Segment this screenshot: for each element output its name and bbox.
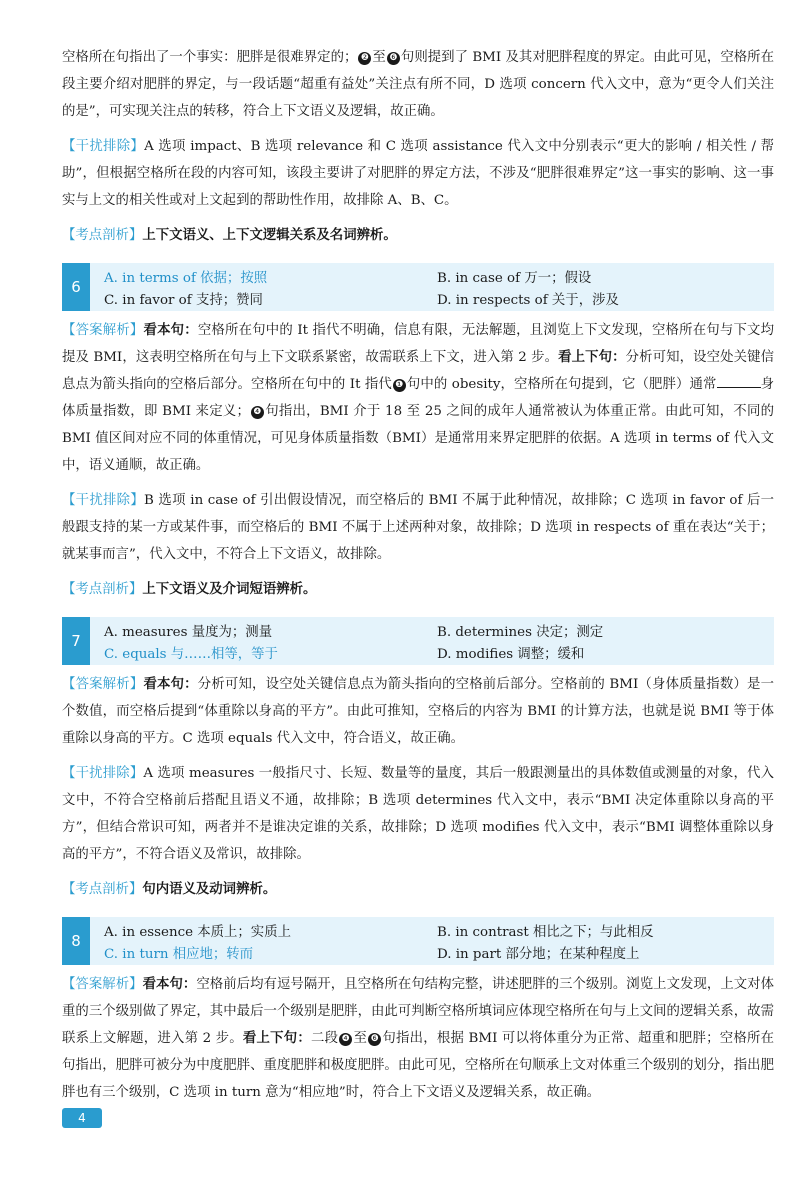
answer-label: 【答案解析】: [62, 323, 144, 338]
text: 身体质量指数，即 BMI 来定义；: [62, 377, 774, 419]
q6-distract-paragraph: [62, 487, 774, 568]
option-c: C. in favor of 支持；赞同: [104, 292, 263, 308]
text: B 选项 in case of 引出假设情况，而空格后的 BMI 不属于此种情况，故排除；C 选项 in favor of 后一般跟支持的某一方或某件事，而空格后的 BMI 不属于上述两种对象，故排除；D 选项 in respects of 重在表达“关于；就某事而言”，代入文中，不符合上下文语义，故排除。: [62, 493, 775, 562]
text: 句则提到了 BMI 及其对肥胖程度的界定。由此可见，空格所在段主要介绍对肥胖的界定，与一段话题“超重有益处”关注点有所不同，D 选项 concern 代入文中，意为“更令人们关注的是”，可实现关注点的转移，符合上下文语义及逻辑，故正确。: [62, 50, 774, 119]
answer-label: 【答案解析】: [62, 977, 143, 992]
text: 空格所在句中的 It 指代不明确，信息有限，无法解题，且浏览上下文发现，空格所在句与下文均提及 BMI，这表明空格所在句与上下文联系紧密，故需联系上下文，进入第 2 步。: [62, 323, 775, 365]
analysis-label: 【考点剖析】: [62, 582, 143, 597]
answer-blank: [717, 375, 761, 388]
text: 看上下句：: [242, 1030, 312, 1046]
option-c: C. equals 与……相等，等于: [104, 646, 278, 662]
option-b: B. in contrast 相比之下；与此相反: [437, 924, 654, 940]
text: 分析可知，设空处关键信息点为箭头指向的空格前后部分。空格前的 BMI（身体质量指数）是一个数值，而空格后提到“体重除以身高的平方”。由此可推知，空格后的内容为 BMI 的计算方法，也就是说 BMI 等于体重除以身高的平方。C 选项 equals 代入文中，符合语义，故正确。: [62, 677, 774, 746]
analysis-label: 【考点剖析】: [62, 882, 143, 897]
text: 看上下句：: [558, 349, 626, 365]
option-d: D. in part 部分地；在某种程度上: [437, 946, 640, 962]
q8-answer-paragraph: [62, 971, 774, 1106]
option-a: A. in terms of 依据；按照: [104, 270, 268, 286]
q6-answer-paragraph: [62, 317, 774, 479]
option-a: A. in essence 本质上；实质上: [104, 924, 291, 940]
distract-label: 【干扰排除】: [62, 139, 145, 154]
distract-label: 【干扰排除】: [62, 766, 144, 781]
text: 至: [372, 50, 386, 65]
analysis-label: 【考点剖析】: [62, 228, 143, 243]
text: A 选项 measures 一般指尺寸、长短、数量等的量度，其后一般跟测量出的具体数值或测量的对象，代入文中，不符合空格前后搭配且语义不通，故排除；B 选项 determines 代入文中，表示“BMI 决定体重除以身高的平方”，但结合常识可知，两者并不是谁决定谁的关系，故排除；D 选项 modifies 代入文中，表示“BMI 调整体重除以身高的平方”，不符合语义及常识，故排除。: [62, 766, 774, 862]
text: A 选项 impact、B 选项 relevance 和 C 选项 assistance 代入文中分别表示“更大的影响 / 相关性 / 帮助”，但根据空格所在段的内容可知，该段主要讲了对肥胖的界定方法，不涉及“肥胖很难界定”这一事实的影响、这一事实与上文的相关性或对上文起到的帮助性作用，故排除 A、B、C。: [62, 139, 774, 208]
page-content: [62, 44, 774, 1114]
page-number-badge: 4: [62, 1108, 102, 1128]
text: 看本句：: [142, 976, 197, 992]
text: 上下文语义及介词短语辨析。: [142, 581, 317, 597]
text: 至: [353, 1031, 368, 1046]
circled-number: ❹: [339, 1033, 352, 1046]
text: 句中的 obesity，空格所在句提到，它（肥胖）通常: [406, 377, 717, 392]
text: 上下文语义、上下文逻辑关系及名词辨析。: [142, 227, 397, 243]
text: 看本句：: [143, 322, 198, 338]
option-b: B. determines 决定；测定: [437, 624, 604, 640]
question-number: 8: [62, 917, 90, 965]
answer-label: 【答案解析】: [62, 677, 144, 692]
circled-number: ❶: [393, 379, 406, 392]
text: 句指出，BMI 介于 18 至 25 之间的成年人通常被认为体重正常。由此可知，不同的 BMI 值区间对应不同的体重情况，可见身体质量指数（BMI）是通常用来界定肥胖的依据。A 选项 in terms of 代入文中，语义通顺，故正确。: [62, 404, 775, 473]
circled-number: ❻: [387, 52, 400, 65]
text: 看本句：: [143, 676, 198, 692]
question-7-box: [62, 617, 774, 665]
option-a: A. measures 量度为；测量: [104, 624, 273, 640]
q5-distract-paragraph: [62, 133, 774, 214]
intro-paragraph: [62, 44, 774, 125]
circled-number: ❹: [251, 406, 264, 419]
text: 分析可知，设空处关键信息点为箭头指向的空格后部分。空格所在句中的 It 指代: [62, 350, 775, 392]
q7-distract-paragraph: [62, 760, 774, 868]
text: 句指出，根据 BMI 可以将体重分为正常、超重和肥胖；空格所在句指出，肥胖可被分为中度肥胖、重度肥胖和极度肥胖。由此可见，空格所在句顺承上文对体重三个级别的划分，指出肥胖也有三个级别，C 选项 in turn 意为“相应地”时，符合上下文语义及逻辑关系，故正确。: [62, 1031, 775, 1100]
option-c: C. in turn 相应地；转而: [104, 946, 254, 962]
question-number: 6: [62, 263, 90, 311]
options-grid: [90, 617, 774, 665]
text: 空格前后均有逗号隔开，且空格所在句结构完整，讲述肥胖的三个级别。浏览上文发现，上文对体重的三个级别做了界定，其中最后一个级别是肥胖，由此可判断空格所填词应体现空格所在句与上文间的逻辑关系，故需联系上文解题，进入第 2 步。: [62, 977, 775, 1046]
text: 二段: [311, 1031, 339, 1046]
q7-analysis-paragraph: [62, 876, 774, 903]
text: 空格所在句指出了一个事实：肥胖是很难界定的；: [62, 50, 358, 65]
q5-analysis-paragraph: [62, 222, 774, 249]
question-6-box: [62, 263, 774, 311]
q7-answer-paragraph: [62, 671, 774, 752]
question-number: 7: [62, 617, 90, 665]
options-grid: [90, 917, 774, 965]
text: 句内语义及动词辨析。: [142, 881, 277, 897]
question-8-box: [62, 917, 774, 965]
option-d: D. modifies 调整；缓和: [437, 646, 585, 662]
option-b: B. in case of 万一；假设: [437, 270, 592, 286]
q6-analysis-paragraph: [62, 576, 774, 603]
circled-number: ❷: [358, 52, 371, 65]
distract-label: 【干扰排除】: [62, 493, 145, 508]
options-grid: [90, 263, 774, 311]
circled-number: ❻: [368, 1033, 381, 1046]
option-d: D. in respects of 关于，涉及: [437, 292, 619, 308]
